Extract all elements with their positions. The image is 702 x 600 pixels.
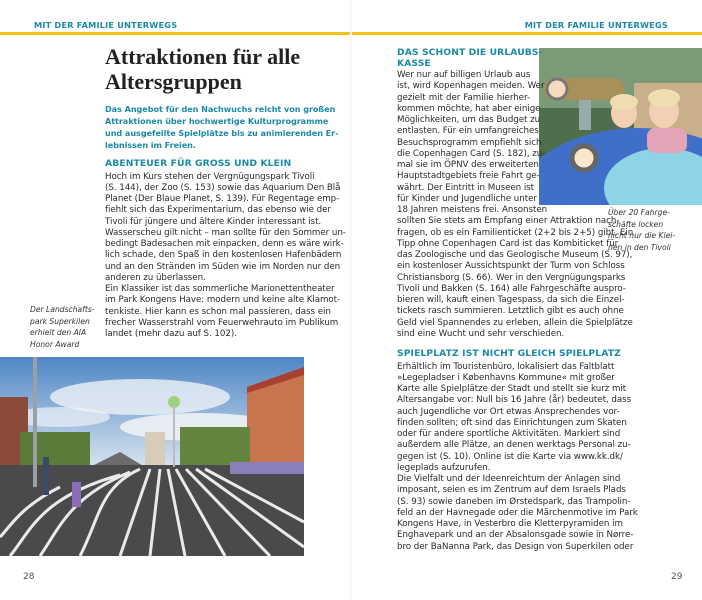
paragraph xyxy=(105,171,341,228)
section-heading: ABENTEUER FÜR GROSS UND KLEIN xyxy=(105,158,292,169)
caption-line: schäfte locken xyxy=(608,219,664,229)
caption-line: nicht nur die Klei- xyxy=(608,231,676,240)
text-line: (S. 144), der Zoo (S. 153) sowie das Aquarium Den Blå xyxy=(105,182,341,193)
text-line: Karte alle Spielplätze der Stadt und stellt sie kurz mit xyxy=(397,384,627,394)
section-heading xyxy=(397,348,621,360)
text-line: für Kinder und Jugendliche unter xyxy=(397,193,537,204)
text-line: Erhältlich im Touristenbüro, lokalisiert das Faltblatt xyxy=(397,361,615,372)
text-line: im Park Kongens Have: modern und keine alte Klamot- xyxy=(105,295,341,306)
running-header-left: MIT DER FAMILIE UNTERWEGS xyxy=(34,20,178,30)
text-line: Enghavepark und an der Absalonsgade sowie in Nørre- xyxy=(397,530,634,541)
text-line: kommen möchte, hat aber einige xyxy=(397,103,541,114)
caption-line: erhielt den AIA xyxy=(30,328,87,337)
text-line: fragen, ob es ein Familienticket (2+2 bis 2+5) gibt. Ein xyxy=(397,227,634,238)
text-line: Altersangabe vor: Null bis 16 Jahre (år) bedeutet, dass xyxy=(397,395,632,406)
heading-line: KASSE xyxy=(397,57,431,69)
paragraph xyxy=(397,70,634,340)
caption-line: Honor Award xyxy=(30,339,80,349)
text-line: tenkiste. Hier kann es schon mal passieren, dass ein xyxy=(105,306,331,317)
text-line: Ein Klassiker ist das sommerliche Marionettentheater xyxy=(105,284,335,294)
text-line: Das Angebot für den Nachwuchs reicht von großen xyxy=(105,104,336,114)
text-line: das Zoologische und das Geologische Museum (S. 97), xyxy=(397,250,633,260)
text-line: anderen zu überlassen. xyxy=(105,272,206,283)
paragraph xyxy=(397,474,638,553)
text-line: Kongens Have, in Vesterbro die Kletterpyramiden im xyxy=(397,519,623,529)
caption-line: park Superkilen xyxy=(30,316,90,326)
page-number-left: 28 xyxy=(23,572,35,582)
gutter xyxy=(350,0,352,600)
heading-line: DAS SCHONT DIE URLAUBS- xyxy=(397,47,543,58)
text-line: Tivoli und Bakken (S. 164) alle Fahrgeschäfte auspro- xyxy=(397,283,626,294)
text-line: Besuchsprogramm empfiehlt sich xyxy=(397,137,542,148)
body-text xyxy=(397,70,634,340)
running-header-right: MIT DER FAMILIE UNTERWEGS xyxy=(524,20,668,30)
text-line: finden sollten; oft sind das Einrichtungen zum Skaten xyxy=(397,417,627,428)
body-text xyxy=(397,361,638,553)
caption-line: Der Landschafts- xyxy=(30,305,95,314)
text-line: Tivoli für jüngere und ältere Kinder interessant ist. xyxy=(105,216,322,227)
text-line: gezielt mit der Familie hierher- xyxy=(397,92,530,103)
text-line: legeplads aufzurufen. xyxy=(397,462,491,473)
text-line: (S. 93) sowie daneben im Ørstedspark, das Trampolin- xyxy=(397,496,631,507)
page-number-right: 29 xyxy=(671,572,683,582)
text-line: oder für andere sportliche Aktivitäten. Markiert sind xyxy=(397,429,621,439)
paragraph xyxy=(105,284,341,340)
intro-text xyxy=(105,103,339,151)
text-line: und ausgefeilte Spielplätze bis zu animierenden Er- xyxy=(105,128,339,138)
text-line: ist, wird Kopenhagen meiden. Wer xyxy=(397,81,545,92)
text-line: bro der BaNanna Park, das Design von Superkilen oder xyxy=(397,541,634,552)
text-line: lebnissen im Freien. xyxy=(105,140,196,150)
text-line: fiehlt sich das Experimentarium, das ebenso wie der xyxy=(105,205,331,216)
text-line: Hauptstadtgebiets freie Fahrt ge- xyxy=(397,171,540,182)
text-line: feld an der Havnegade oder die Märchenmotive im Park xyxy=(397,507,638,518)
text-line: ein kostenloser Aussichtspunkt der Turm von Schloss xyxy=(397,261,625,272)
text-line: tickets rasch summieren. Letztlich gibt es auch ohne xyxy=(397,306,624,317)
text-line: Christiansborg (S. 66). Wer in den Vergnügungsparks xyxy=(397,272,626,283)
text-line: lich schade, den Spaß in den kostenlosen Hafenbädern xyxy=(105,250,342,261)
body-text xyxy=(105,171,346,341)
text-line: sollten Sie stets am Empfang einer Attraktion nach- xyxy=(397,216,620,227)
text-line: Planet (Der Blaue Planet, S. 139). Für Regentage emp- xyxy=(105,194,340,204)
text-line: Möglichkeiten, um das Budget zu xyxy=(397,115,541,125)
left-column xyxy=(105,44,346,340)
page-title xyxy=(105,44,305,94)
text-line: Hoch im Kurs stehen der Vergnügungspark Tivoli xyxy=(105,171,315,182)
paragraph xyxy=(397,361,632,475)
text-line: bieren will, kauft einen Tagespass, da sich die Einzel- xyxy=(397,295,625,305)
text-line: Die Vielfalt und der Ideenreichtum der Anlagen sind xyxy=(397,474,621,484)
text-line: Geld viel Spannendes zu erleben, allein die Spielplätze xyxy=(397,317,633,328)
caption-line: nen in den Tivoli xyxy=(608,242,671,252)
text-line: auch Jugendliche vor Ort etwas Ansprechendes vor- xyxy=(397,406,620,417)
text-line: mal sie im ÖPNV des erweiterten xyxy=(397,160,539,170)
text-line: 18 Jahren meistens frei. Ansonsten xyxy=(397,205,548,215)
text-line: imposant, seien es im Zentrum auf dem Israels Plads xyxy=(397,485,626,496)
paragraph xyxy=(105,227,346,284)
text-line: bedingt Badesachen mit einpacken, denn es wäre wirk- xyxy=(105,239,344,249)
photo-superkilen xyxy=(0,357,304,556)
text-line: Tipp ohne Copenhagen Card ist das Kombiticket für xyxy=(397,238,619,249)
text-line: frecher Wasserstrahl vom Feuerwehrauto im Publikum xyxy=(105,317,339,328)
text-line: Attraktionen über hochwertige Kulturprogramme xyxy=(105,116,329,126)
title-line: Attraktionen für alle xyxy=(105,44,301,69)
title-line: Altersgruppen xyxy=(105,69,242,94)
text-line: Wer nur auf billigen Urlaub aus xyxy=(397,70,531,80)
section-heading xyxy=(397,48,593,69)
text-line: »Legepladser i Københavns Kommune« mit großer xyxy=(397,372,615,383)
text-line: landet (mehr dazu auf S. 102). xyxy=(105,329,237,339)
caption-line: Über 20 Fahrge- xyxy=(608,208,670,217)
text-line: die Copenhagen Card (S. 182), zu- xyxy=(397,148,546,159)
photo-caption xyxy=(30,304,95,350)
text-line: währt. Der Eintritt in Museen ist xyxy=(397,182,535,193)
text-line: sind eine Wucht und sehr verschieden. xyxy=(397,328,565,339)
text-line: außerdem alle Plätze, an denen werktags Personal zu- xyxy=(397,440,631,451)
text-line: und an den Stränden im Süden wie im Norden nur den xyxy=(105,261,341,272)
heading-line: SPIELPLATZ IST NICHT GLEICH SPIELPLATZ xyxy=(397,348,621,359)
text-line: Wasserscheu gilt nicht – man sollte für den Sommer un- xyxy=(105,227,346,238)
text-line: gegen ist (S. 10). Online ist die Karte via www.kk.dk/ xyxy=(397,451,623,462)
text-line: entlasten. Für ein umfangreiches xyxy=(397,126,539,137)
